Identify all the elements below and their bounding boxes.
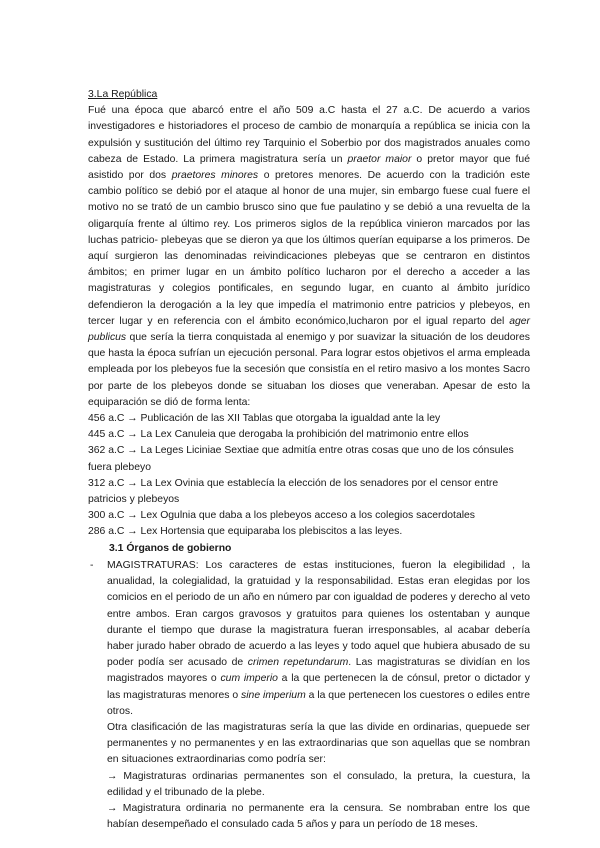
law-item: 300 a.C → Lex Ogulnia que daba a los plebeyos acceso a los colegios sacerdotales (88, 510, 476, 522)
law-item: 456 a.C → Publicación de las XII Tablas que otorgaba la igualdad ante la ley (88, 413, 441, 425)
intro-paragraph: Fué una época que abarcó entre el año 509 a.C hasta el 27 a.C. De acuerdo a varios investigadores e historiadores el proceso de cambio de monarquía a república se inicia con la expulsión y sustitución del último rey Tarquinio el Soberbio por dos magistrados anuales como cabeza de Estado. La primera magistratura sería un praetor maior o pretor mayor que fué asistido por dos praetores minores o pretores menores. De acuerdo con la tradición este cambio político se debió por el ataque al honor de una mujer, sin embargo fuese cual fuere el motivo no se trató de un cambio brusco sino que fue paulatino y se debió a una revuelta de la oligarquía frente al último rey. Los primeros siglos de la república vinieron marcados por las luchas patricio- plebeyas que se dieron ya que los últimos querían equiparse a los primeros. De aquí surgieron las denominadas reivindicaciones plebeyas que se centraron en distintos ámbitos; en primer lugar en un ámbito político lucharon por el derecho a acceder a las magistraturas y colegios pontificales, en segundo lugar, en cuanto al ámbito jurídico defendieron la derogación a la ley que impedía el matrimonio entre patricios y plebeyos, en tercer lugar y en referencia con el ámbito económico,lucharon por el igual reparto del ager publicus que sería la tierra conquistada al enemigo y por suavizar la situación de los deudores que hasta la época sufrían un ejecución personal. Para lograr estos objetivos el arma empleada empleada por los plebeyos fue la secesión que consistía en el retiro masivo a los montes Sacro por parte de los plebeyos donde se situaban los dioses que veneraban. Apesar de esto la equiparación se dió de forma lenta: (88, 105, 530, 408)
bullet-item-magistraturas (88, 558, 530, 833)
laws-list (88, 411, 530, 541)
bullet-paragraph: Otra clasificación de las magistraturas sería la que las divide en ordinarias, quepuede ser permanentes y no permanentes y en las extraordinarias que son aquellas que se nombran en situaciones extraordinarias como podría ser: (107, 721, 530, 766)
law-item: 286 a.C → Lex Hortensia que equiparaba los plebiscitos a las leyes. (88, 526, 403, 538)
law-item: 362 a.C → La Leges Liciniae Sextiae que admitía entre otras cosas que uno de los cónsules fuera plebeyo (88, 445, 514, 473)
bullet-paragraph: → Magistraturas ordinarias permanentes son el consulado, la pretura, la cuestura, la edilidad y el tribunado de la plebe. (107, 770, 530, 798)
subsection-heading: 3.1 Órganos de gobierno (109, 542, 232, 554)
law-item: 445 a.C → La Lex Canuleia que derogaba la prohibición del matrimonio entre ellos (88, 429, 469, 441)
bullet-paragraph: MAGISTRATURAS: Los caracteres de estas instituciones, fueron la elegibilidad , la anualidad, la colegialidad, la gratuidad y la responsabilidad. Estas eran elegidas por los comicios en el periodo de un año en número par con igualdad de poderes y derecho al veto entre ambos. Eran cargos gravosos y gratuitos para quienes los ostentaban y aunque durante el tiempo que durase la magistratura fueran irresponsables, al acabar debería haber jurado haber obrado de acuerdo a las leyes y todo aquel que hubiera abusado de su poder podía ser acusado de crimen repetundarum. Las magistraturas se dividían en los magistrados mayores o cum imperio a la que pertenecen la de cónsul, pretor o dictador y las magistraturas menores o sine imperium a la que pertenecen los cuestores o ediles entre otros. (107, 559, 530, 717)
bullet-paragraph: → Magistratura ordinaria no permanente era la censura. Se nombraban entre los que habían desempeñado el consulado cada 5 años y para un período de 18 meses. (107, 802, 530, 831)
document-body (88, 87, 530, 833)
law-item: 312 a.C → La Lex Ovinia que establecía la elección de los senadores por el censor entre patricios y plebeyos (88, 477, 499, 506)
section-title: 3.La República (88, 89, 158, 100)
bullet-dash: - (90, 559, 94, 571)
